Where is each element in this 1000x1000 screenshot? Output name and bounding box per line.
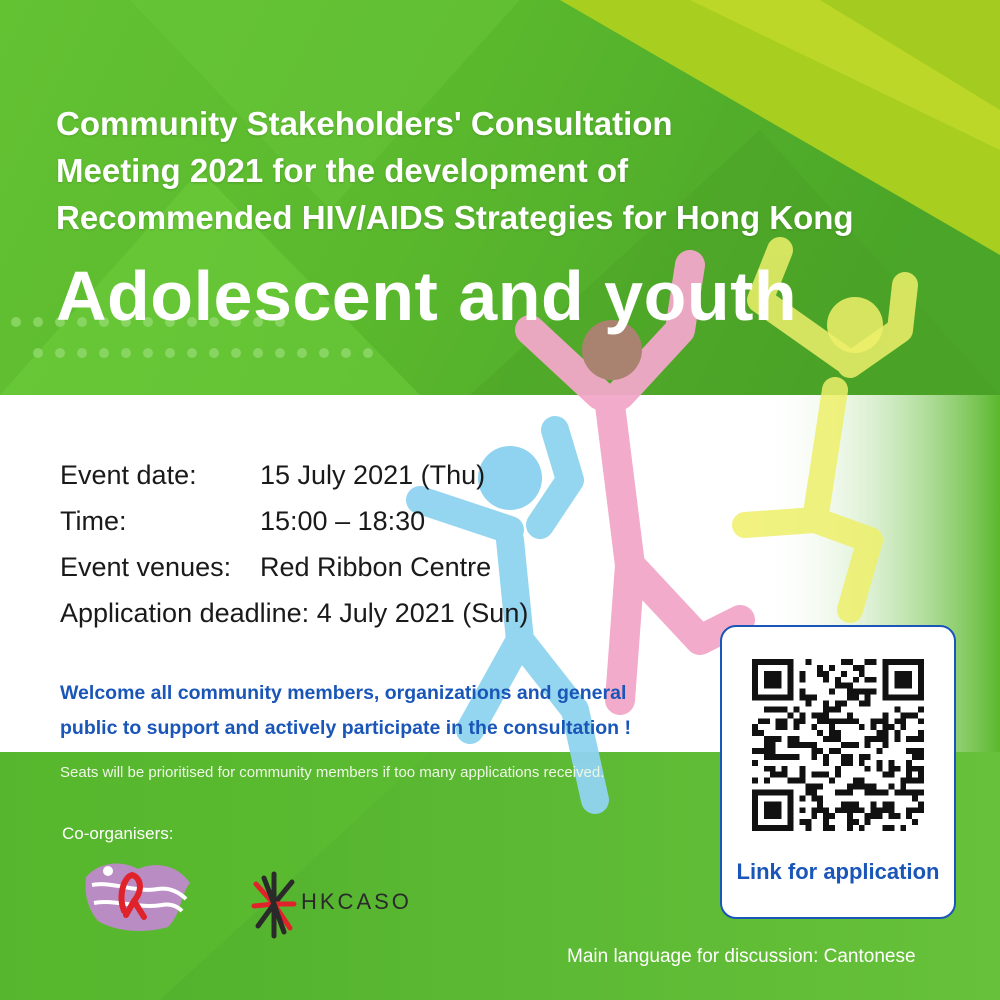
detail-label: Application deadline:: [60, 598, 310, 628]
detail-label: Time:: [60, 506, 127, 536]
qr-finder-1: [755, 662, 791, 698]
event-details: [60, 452, 700, 636]
welcome-message: [60, 676, 720, 746]
detail-row-time: [60, 498, 700, 544]
detail-value: 4 July 2021 (Sun): [316, 598, 529, 628]
red-ribbon-logo: [78, 855, 198, 935]
hkcaso-logo-text: HKCASO: [301, 889, 412, 914]
detail-row-venue: [60, 544, 700, 590]
heading-line-3: Recommended HIV/AIDS Strategies for Hong Kong: [56, 199, 854, 236]
theme-title: Adolescent and youth: [56, 257, 798, 335]
co-organisers-label: Co-organisers:: [62, 824, 174, 843]
qr-finder-3: [755, 792, 791, 828]
qr-finder-2: [885, 662, 921, 698]
detail-label: Event venues:: [60, 552, 232, 582]
qr-code-icon[interactable]: [752, 659, 924, 831]
seats-note: Seats will be prioritised for community members if too many applications received.: [60, 764, 605, 781]
event-heading: [56, 100, 876, 241]
hkcaso-logo: [250, 866, 298, 942]
welcome-line-1: Welcome all community members, organizations and general: [60, 682, 627, 704]
language-note: Main language for discussion: Cantonese: [567, 946, 916, 967]
detail-row-date: [60, 452, 700, 498]
heading-line-1: Community Stakeholders' Consultation: [56, 105, 673, 142]
detail-label: Event date:: [60, 460, 197, 490]
application-link-label[interactable]: Link for application: [736, 859, 940, 884]
detail-value: 15:00 – 18:30: [260, 506, 426, 536]
detail-value: Red Ribbon Centre: [260, 552, 492, 582]
yellow-figure-head: [827, 297, 883, 353]
welcome-line-2: public to support and actively participate in the consultation !: [60, 717, 631, 739]
qr-card[interactable]: [720, 625, 956, 919]
heading-line-2: Meeting 2021 for the development of: [56, 152, 629, 189]
detail-value: 15 July 2021 (Thu): [260, 460, 486, 490]
detail-row-deadline: [60, 590, 700, 636]
